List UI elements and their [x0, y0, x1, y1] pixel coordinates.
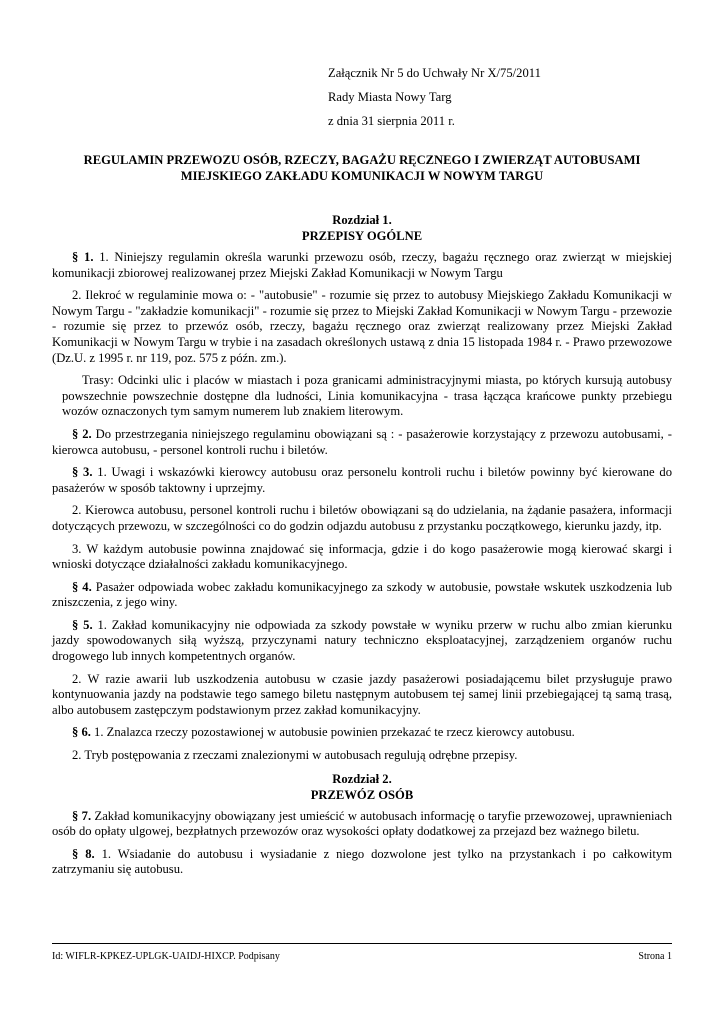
chapter-1-number: Rozdział 1. [332, 213, 392, 227]
paragraph-1-1 [52, 250, 672, 281]
paragraph-text: 1. Wsiadanie do autobusu i wysiadanie z niego dozwolone jest tylko na przystankach i po całkowitym zatrzymaniu się autobusu. [52, 846, 673, 877]
document-body [52, 212, 672, 885]
paragraph-5-1 [52, 618, 672, 665]
footer-divider [52, 943, 672, 944]
paragraph-1-2 [52, 288, 672, 366]
attachment-line-1: Załącznik Nr 5 do Uchwały Nr X/75/2011 [328, 66, 541, 80]
document-title-line-1: REGULAMIN PRZEWOZU OSÓB, RZECZY, BAGAŻU RĘCZNEGO I ZWIERZĄT AUTOBUSAMI [83, 153, 641, 167]
section-mark: § 4. [72, 579, 92, 594]
paragraph-8-1 [52, 847, 672, 878]
section-mark: § 7. [72, 808, 92, 823]
paragraph-text: Pasażer odpowiada wobec zakładu komunikacyjnego za szkody w autobusie, powstałe wskutek uszkodzenia lub zniszczenia, z jego winy. [52, 579, 672, 610]
attachment-line-2: Rady Miasta Nowy Targ [328, 90, 452, 104]
paragraph-text: Zakład komunikacyjny obowiązany jest umieścić w autobusach informację o taryfie przewozowej, uprawnieniach osób do opłaty ulgowej, bezpłatnych przewozów oraz wysokości opłaty dodatkowej za przejazd bez ważnego biletu. [52, 808, 672, 839]
document-title [40, 152, 684, 184]
paragraph-text: 1. Zakład komunikacyjny nie odpowiada za szkody powstałe w wyniku przerw w ruchu albo zmian kierunku jazdy spowodowanych siłą wyższą, przyczynami natury techniczno eksploatacyjnej, zarządzeniem organów ruchu drogowego lub innych kompetentnych organów. [52, 617, 672, 664]
page-number: Strona 1 [638, 951, 672, 962]
chapter-2-heading [52, 771, 672, 803]
paragraph-text: 1. Znalazca rzeczy pozostawionej w autobusie powinien przekazać te rzecz kierowcy autobusu. [90, 725, 575, 740]
page-footer [52, 951, 672, 963]
chapter-2-name: PRZEWÓZ OSÓB [310, 787, 414, 802]
paragraph-7 [52, 809, 672, 840]
paragraph-3-1 [52, 465, 672, 496]
paragraph-text: 1. Uwagi i wskazówki kierowcy autobusu oraz personelu kontroli ruchu i biletów powinny być kierowane do pasażerów w sposób taktowny i uprzejmy. [52, 465, 672, 495]
chapter-2-number: Rozdział 2. [332, 771, 392, 786]
attachment-header [328, 66, 541, 138]
chapter-1-name: PRZEPISY OGÓLNE [301, 229, 423, 243]
paragraph-5-2 [52, 672, 672, 719]
paragraph-text: 2. Kierowca autobusu, personel kontroli ruchu i biletów obowiązani są do udzielania, na żądanie pasażera, informacji dotyczących przewozu, w szczególności co do godzin odjazdu autobusu z przystanku początkowego, kierunku jazdy, itp. [52, 503, 672, 533]
paragraph-text: Do przestrzegania niniejszego regulaminu obowiązani są : - pasażerowie korzystający z przewozu autobusami, - kierowca autobusu, - personel kontroli ruchu i biletów. [52, 426, 672, 457]
section-mark: § 1. [72, 250, 94, 264]
paragraph-text: 2. Ilekroć w regulaminie mowa o: - "autobusie" - rozumie się przez to autobusy Miejskiego Zakładu Komunikacji w Nowym Targu - "zakładzie komunikacji" - rozumie się przez to Miejski Zakład Komunikacji w Nowym Targu - przewozie - rozumie się przez to przewóz osób, rzeczy, bagażu ręcznego oraz zwierząt realizowany przez Miejski Zakład Komunikacji w Nowym Targu w trybie i na zasadach określonych ustawą z dnia 15 listopada 1984 r. - Prawo przewozowe (Dz.U. z 1995 r. nr 119, poz. 575 z późn. zm.). [52, 288, 672, 365]
paragraph-text: 2. W razie awarii lub uszkodzenia autobusu w czasie jazdy pasażerowi posiadającemu bilet przysługuje prawo kontynuowania jazdy na podstawie tego samego biletu następnym autobusem tej samej linii przebiegającej tą samą trasą, albo autobusem zastępczym podstawionym przez zakład komunikacyjny. [52, 671, 672, 717]
paragraph-6-2 [52, 748, 672, 764]
paragraph-text: 1. Niniejszy regulamin określa warunki przewozu osób, rzeczy, bagażu ręcznego oraz zwierząt w miejskiej komunikacji zbiorowej realizowanej przez Miejski Zakład Komunikacji w Nowym Targu [52, 250, 672, 280]
section-mark: § 6. [72, 725, 91, 740]
paragraph-3-3 [52, 542, 672, 573]
document-title-line-2: MIEJSKIEGO ZAKŁADU KOMUNIKACJI W NOWYM TARGU [180, 169, 544, 183]
paragraph-text: Trasy: Odcinki ulic i placów w miastach i poza granicami administracyjnymi miasta, po których kursują autobusy powszechnie powszechnie dostępne dla ludności, Linia komunikacyjna - trasa łącząca krańcowe punkty przebiegu wozów oznaczonych tym samym numerem lub znakiem literowym. [62, 373, 672, 419]
paragraph-trasy [62, 373, 672, 420]
paragraph-3-2 [52, 503, 672, 534]
paragraph-4 [52, 580, 672, 611]
paragraph-text: 2. Tryb postępowania z rzeczami znalezionymi w autobusach regulują odrębne przepisy. [72, 748, 518, 763]
document-id: Id: WIFLR-KPKEZ-UPLGK-UAIDJ-HIXCP. Podpisany [52, 951, 280, 962]
section-mark: § 3. [72, 465, 93, 480]
paragraph-6-1 [52, 725, 672, 741]
attachment-line-3: z dnia 31 sierpnia 2011 r. [328, 114, 455, 128]
chapter-1-heading [52, 212, 672, 244]
paragraph-2 [52, 427, 672, 458]
section-mark: § 5. [72, 617, 93, 632]
paragraph-text: 3. W każdym autobusie powinna znajdować się informacja, gdzie i do kogo pasażerowie mogą kierować skargi i wnioski dotyczące działalności zakładu komunikacyjnego. [52, 541, 672, 572]
section-mark: § 8. [72, 846, 95, 861]
section-mark: § 2. [72, 426, 92, 441]
